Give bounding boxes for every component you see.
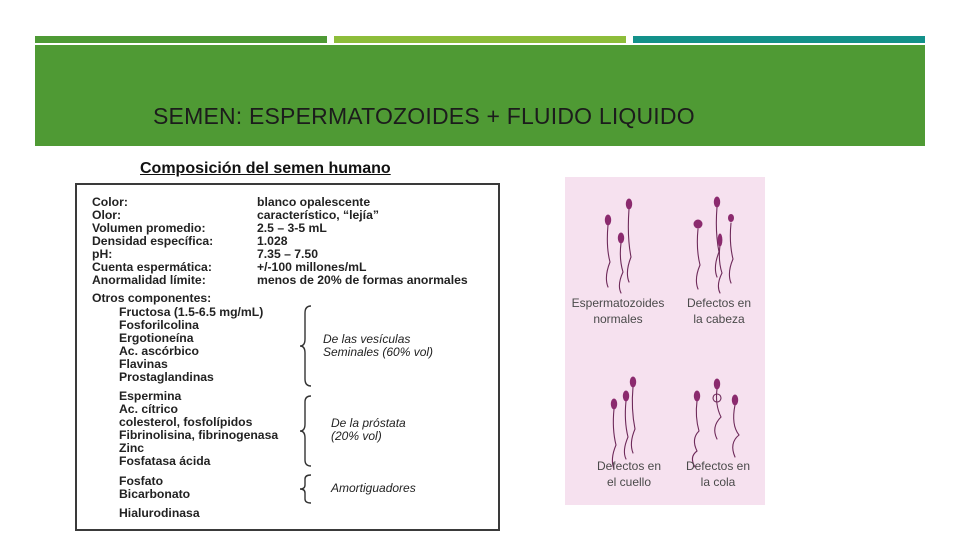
source-note: De la próstata [331,416,406,430]
others-label: Otros componentes: [92,291,212,305]
source-note: De las vesículas [323,332,411,346]
caption-tail-defects [668,458,768,490]
prop-label: pH: [92,247,113,261]
table-heading: Composición del semen humano [140,160,391,177]
component-item: Fosfato [119,474,164,488]
component-item: Zinc [119,441,145,455]
accent-bar-lime [334,36,626,43]
caption-head-defects [669,295,769,327]
prop-label: Color: [92,195,128,209]
component-item: Espermina [119,389,182,403]
prop-value: 7.35 – 7.50 [257,247,318,261]
caption-normal [568,295,668,327]
composition-table [75,183,500,531]
source-note: Seminales (60% vol) [323,345,434,359]
prop-label: Densidad específica: [92,234,214,248]
component-item: Prostaglandinas [119,370,214,384]
prop-value: característico, “lejía” [257,208,379,222]
prop-label: Volumen promedio: [92,221,206,235]
sperm-morphology-illustration [565,177,765,505]
title-band [35,45,925,146]
component-item: colesterol, fosfolípidos [119,415,253,429]
prop-value: +/-100 millones/mL [257,260,367,274]
brace-icon [299,474,315,504]
caption-line: la cabeza [693,312,745,326]
prop-value: 1.028 [257,234,288,248]
prop-label: Olor: [92,208,122,222]
caption-neck-defects [579,458,679,490]
component-item: Bicarbonato [119,487,191,501]
prop-label: Anormalidad límite: [92,273,206,287]
source-note: (20% vol) [331,429,382,443]
accent-bar-teal [633,36,925,43]
component-item: Fructosa (1.5-6.5 mg/mL) [119,305,264,319]
prop-value: 2.5 – 3-5 mL [257,221,327,235]
brace-icon [299,305,315,387]
prop-label: Cuenta espermática: [92,260,212,274]
component-item: Ac. ascórbico [119,344,199,358]
component-item: Hialurodinasa [119,506,200,520]
caption-line: Defectos en [596,459,662,473]
prop-value: blanco opalescente [257,195,371,209]
caption-line: normales [593,312,643,326]
caption-line: Espermatozoides [571,296,665,310]
slide-title: SEMEN: ESPERMATOZOIDES + FLUIDO LIQUIDO [153,103,695,129]
component-item: Fibrinolisina, fibrinogenasa [119,428,279,442]
caption-line: la cola [700,475,736,489]
component-item: Fosfatasa ácida [119,454,211,468]
caption-line: el cuello [606,475,652,489]
caption-line: Defectos en [685,459,751,473]
caption-line: Defectos en [686,296,752,310]
prop-value: menos de 20% de formas anormales [257,273,468,287]
component-item: Ergotioneína [119,331,194,345]
sperm-drawing [565,177,765,505]
component-item: Ac. cítrico [119,402,178,416]
brace-icon [299,395,315,467]
accent-bar-green [35,36,327,43]
source-note: Amortiguadores [331,481,416,495]
component-item: Fosforilcolina [119,318,199,332]
component-item: Flavinas [119,357,168,371]
